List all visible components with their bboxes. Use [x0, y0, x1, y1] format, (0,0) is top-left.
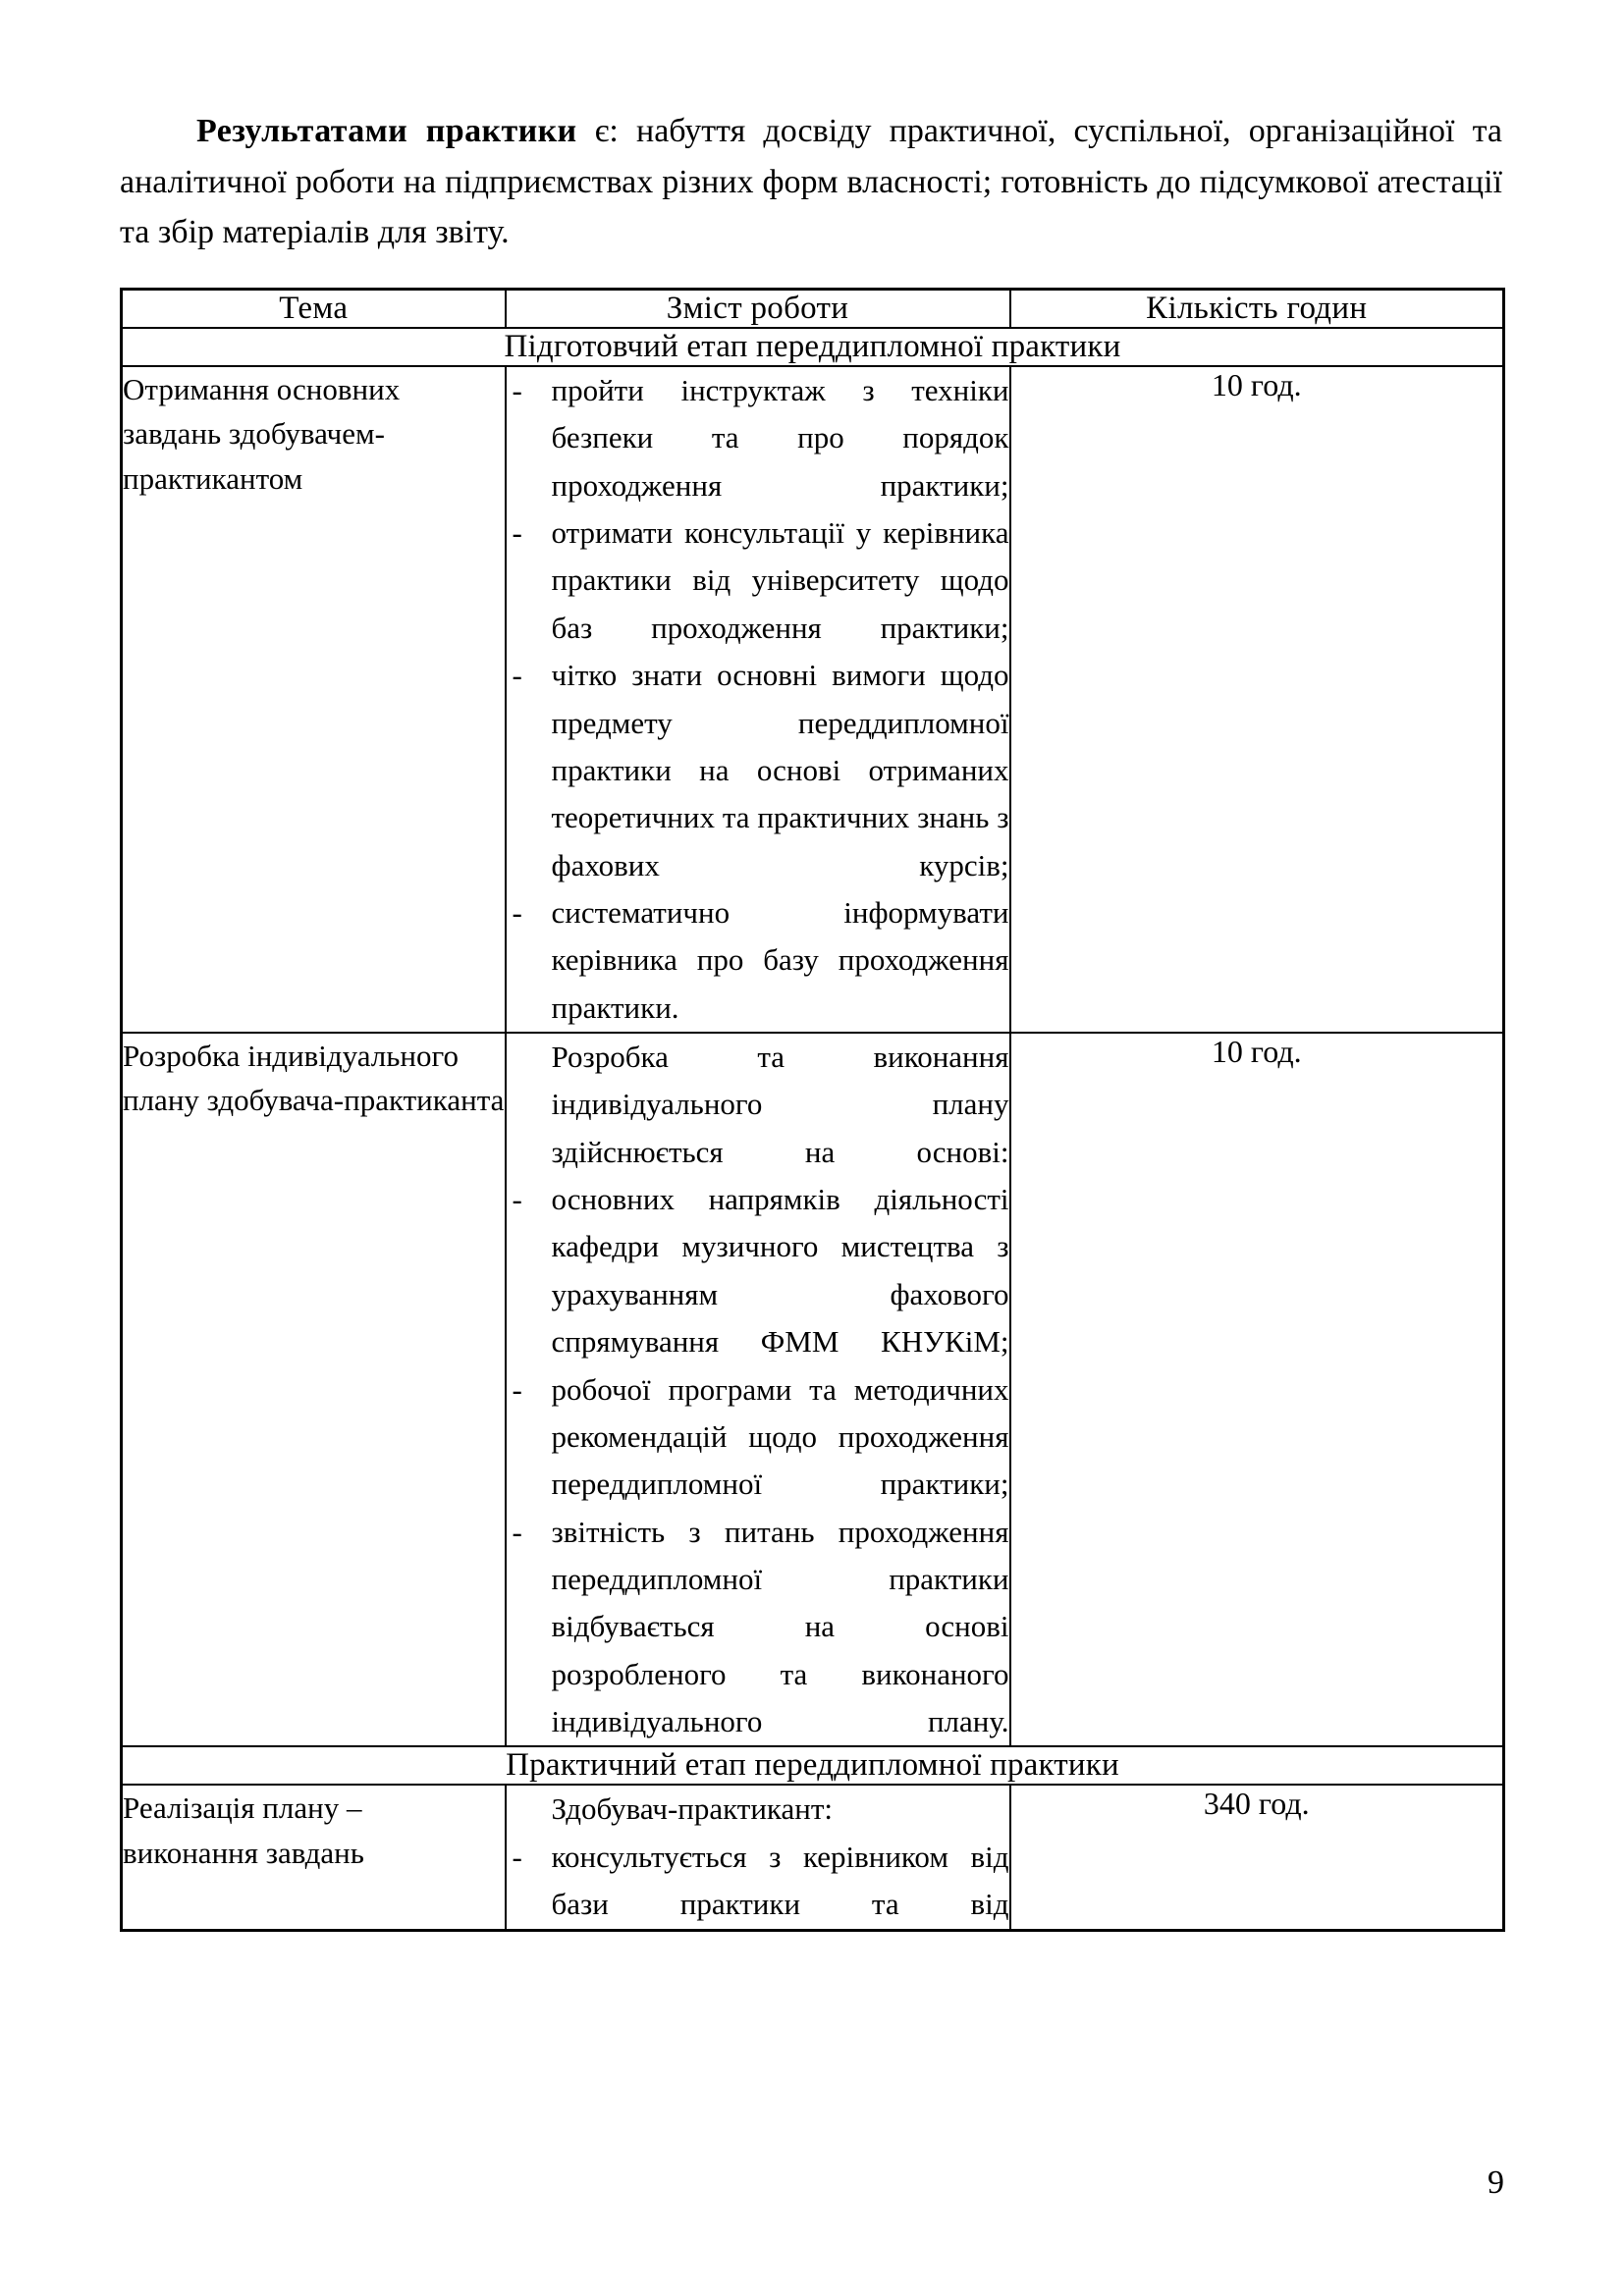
section-title-practical: Практичний етап переддипломної практики: [122, 1746, 1504, 1785]
table-header-row: [122, 290, 1504, 329]
column-header-hours: Кількість годин: [1010, 290, 1504, 329]
list-item-text: - отримати консультації у керівника практики від університету щодо баз проходження практики;: [551, 515, 1009, 645]
row-work: [506, 1033, 1010, 1746]
practice-plan-table: [120, 288, 1505, 1932]
list-item: [507, 889, 1009, 1032]
work-lead-span: Розробка та виконання індивідуального плану здійснюється на основі:: [551, 1040, 1009, 1169]
list-item-text: - робочої програми та методичних рекомендацій щодо проходження переддипломної практики;: [551, 1371, 1009, 1502]
intro-bold-lead: Результатами практики: [196, 113, 577, 149]
list-item-text: - чітко знати основні вимоги щодо предмету переддипломної практики на основі отриманих теоретичних та практичних знань з фахових курсів;: [551, 658, 1009, 882]
list-item-text: - пройти інструктаж з техніки безпеки та про порядок проходження практики;: [551, 373, 1009, 503]
column-header-theme: Тема: [122, 290, 506, 329]
row-hours: 10 год.: [1010, 1033, 1504, 1746]
work-lead-text: Здобувач-практикант:: [551, 1791, 834, 1827]
list-item: [507, 1366, 1009, 1509]
page-number: 9: [1488, 2164, 1504, 2201]
list-item: [507, 367, 1009, 509]
table-row: [122, 366, 1504, 1033]
intro-rest: є: набуття досвіду практичної, суспільної, організаційної та аналітичної роботи на підприємствах різних форм власності; готовність до підсумкової атестації та збір матеріалів для звіту.: [120, 113, 1502, 251]
work-item-list: [507, 1176, 1009, 1745]
section-title-preparatory: Підготовчий етап переддипломної практики: [122, 328, 1504, 366]
list-item: [507, 509, 1009, 652]
table-row: [122, 1033, 1504, 1746]
list-item: [507, 1176, 1009, 1365]
row-theme: Розробка індивідуального плану здобувача-практиканта: [122, 1033, 506, 1746]
row-theme: Реалізація плану – виконання завдань: [122, 1785, 506, 1930]
work-lead-text: [507, 1034, 1009, 1176]
list-item: [507, 652, 1009, 889]
page-content: [120, 106, 1502, 1932]
list-item-text: - основних напрямків діяльності кафедри музичного мистецтва з урахуванням фахового спрямування ФММ КНУКіМ;: [551, 1182, 1009, 1360]
row-theme: Отримання основних завдань здобувачем-практикантом: [122, 366, 506, 1033]
work-item-list: [507, 1834, 1009, 1929]
list-item-text: - звітність з питань проходження переддипломної практики відбувається на основі розробленого та виконаного індивідуального плану.: [551, 1514, 1009, 1739]
section-heading-row: [122, 328, 1504, 366]
row-work: [506, 1785, 1010, 1930]
row-work: [506, 366, 1010, 1033]
table-row: [122, 1785, 1504, 1930]
section-heading-row: [122, 1746, 1504, 1785]
list-item: [507, 1834, 1009, 1929]
intro-paragraph: [120, 106, 1502, 258]
list-item: [507, 1509, 1009, 1746]
work-item-list: [507, 367, 1009, 1032]
column-header-work: Зміст роботи: [506, 290, 1010, 329]
row-hours: 340 год.: [1010, 1785, 1504, 1930]
list-item-text: - консультується з керівником від бази практики та від: [551, 1839, 1009, 1922]
list-item-text: - систематично інформувати керівника про базу проходження практики.: [551, 894, 1009, 1025]
row-hours: 10 год.: [1010, 366, 1504, 1033]
